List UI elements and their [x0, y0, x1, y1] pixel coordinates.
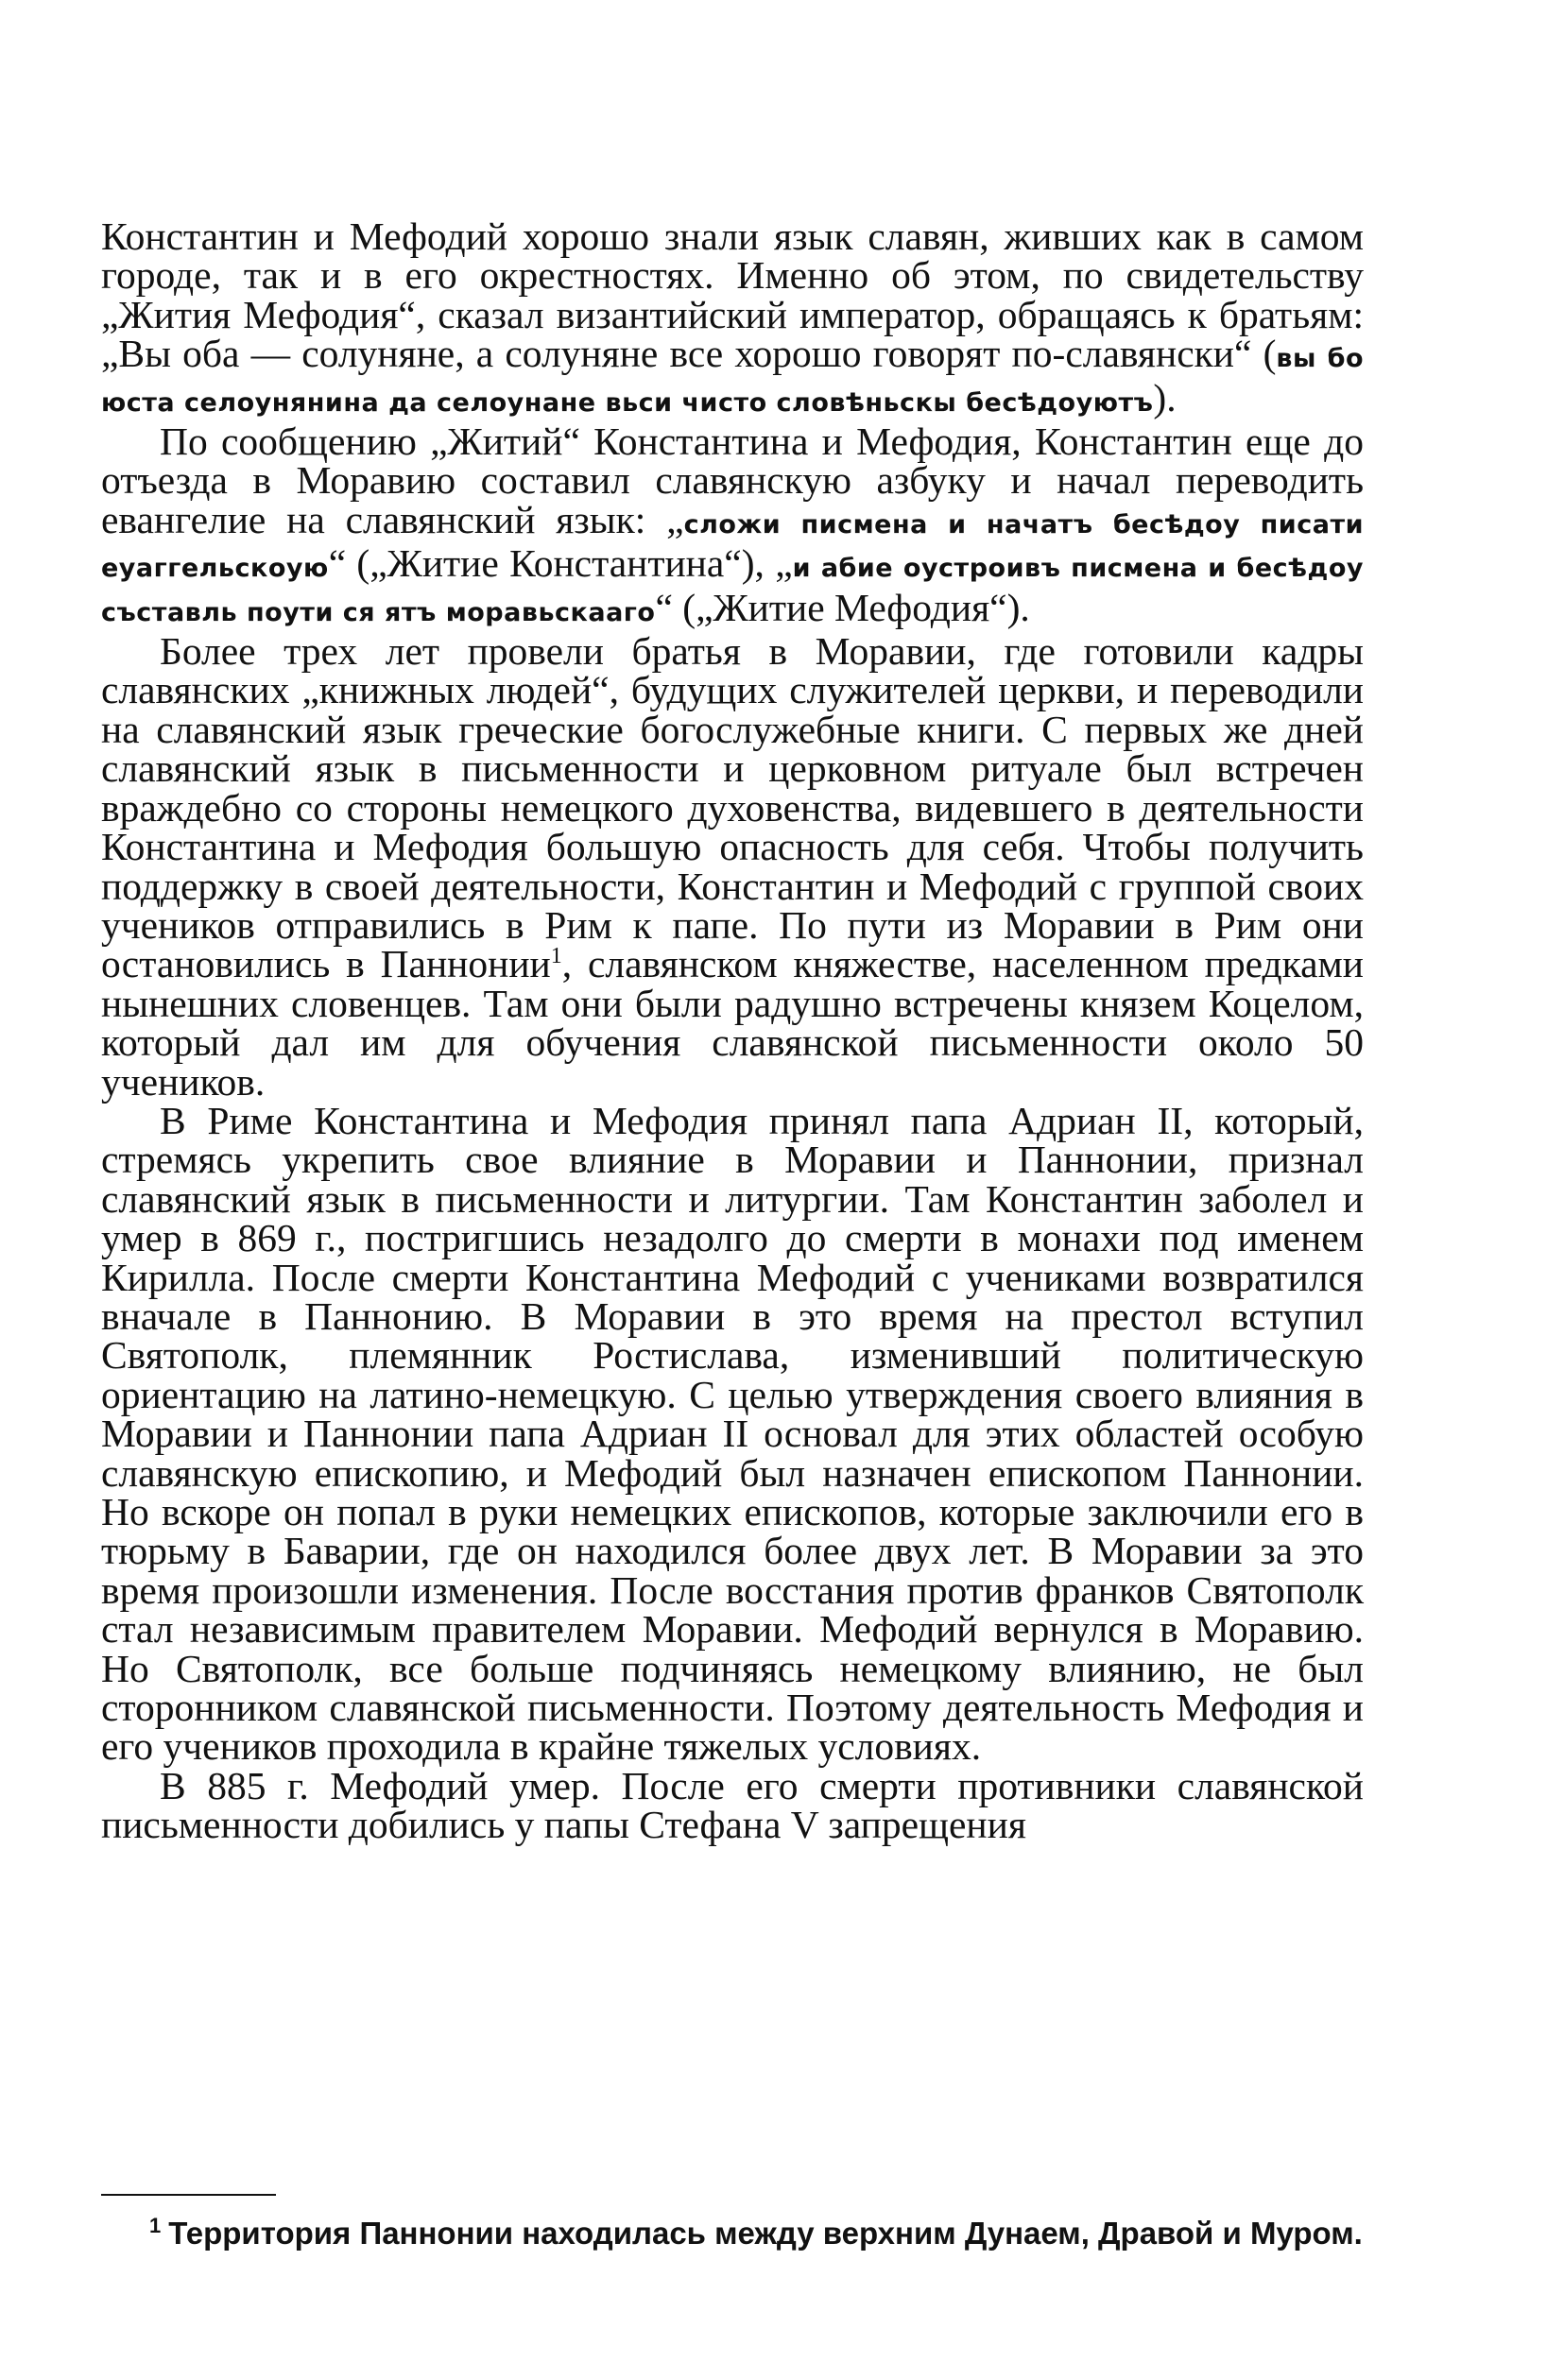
paragraph-2-text-b: “ („Житие Константина“), „	[328, 541, 793, 586]
footnote	[149, 2215, 1368, 2252]
footnote-mark: 1	[149, 2214, 162, 2237]
paragraph-5	[101, 1763, 1364, 1847]
old-church-slavonic-quote-1: вы бо юста селоунянина да селоунане вьси чисто словѣньскы бесѣдоуютъ	[101, 344, 1364, 418]
paragraph-3-text-a: Более трех лет провели братья в Моравии, где готовили кадры славянских „книжных людей“, будущих служителей церкви, и переводили на славянский язык греческие богослужебные книги. С первых же дней славянский язык в письменности и церковном ритуале был встречен враждебно со стороны немецкого духовенства, видевшего в деятельности Константина и Мефодия большую опасность для себя. Чтобы получить поддержку в своей деятельности, Константин и Мефодий с группой своих учеников отправились в Рим к папе. По пути из Моравии в Рим они остановились в Паннонии	[101, 629, 1364, 986]
paragraph-1-text-a: Константин и Мефодий хорошо знали язык славян, живших как в самом городе, так и в его окрестностях. Именно об этом, по свидетельству „Жития Мефодия“, сказал византийский император, обращаясь к братьям: „Вы оба — солуняне, а солуняне все хорошо говорят по-славянски“ (	[101, 214, 1364, 376]
page-body	[101, 214, 1365, 1847]
paragraph-1-text-b: ).	[1153, 375, 1177, 419]
footnote-reference: 1	[550, 944, 562, 969]
paragraph-3-text-b: , славянском княжестве, населенном предками нынешних словенцев. Там они были радушно встречены князем Коцелом, который дал им для обучения славянской письменности около 50 учеников.	[101, 942, 1364, 1104]
paragraph-1	[101, 214, 1364, 422]
footnote-text: Территория Паннонии находилась между верхним Дунаем, Дравой и Муром.	[168, 2216, 1363, 2251]
paragraph-2	[101, 419, 1365, 632]
footnote-divider	[101, 2194, 276, 2196]
paragraph-2-text-a: По сообщению „Житий“ Константина и Мефодия, Константин еще до отъезда в Моравию составил славянскую азбуку и начал переводить евангелие на славянский язык: „	[101, 419, 1364, 541]
paragraph-3	[101, 629, 1364, 1104]
old-church-slavonic-quote-2: сложи писмена и начатъ бесѣдоу писати еуаггельскоую	[101, 509, 1365, 584]
paragraph-4-text: В Риме Константина и Мефодия принял папа Адриан II, который, стремясь укрепить свое влияние в Моравии и Паннонии, признал славянский язык в письменности и литургии. Там Константин заболел и умер в 869 г., постригшись незадолго до смерти в монахи под именем Кирилла. После смерти Константина Мефодий с учениками возвратился вначале в Паннонию. В Моравии в это время на престол вступил Святополк, племянник Ростислава, изменивший политическую ориентацию на латино-немецкую. С целью утверждения своего влияния в Моравии и Паннонии папа Адриан II основал для этих областей особую славянскую епископию, и Мефодий был назначен епископом Паннонии. Но вскоре он попал в руки немецких епископов, которые заключили его в тюрьму в Баварии, где он находился более двух лет. В Моравии за это время произошли изменения. После восстания против франков Святополк стал независимым правителем Моравии. Мефодий вернулся в Моравию. Но Святополк, все больше подчиняясь немецкому влиянию, не был сторонником славянской письменности. Поэтому деятельность Мефодия и его учеников проходила в крайне тяжелых условиях.	[101, 1098, 1364, 1769]
paragraph-2-text-c: “ („Житие Мефодия“).	[655, 585, 1030, 629]
paragraph-5-text: В 885 г. Мефодий умер. После его смерти противники славянской письменности добились у папы Стефана V запрещения	[101, 1763, 1364, 1847]
old-church-slavonic-quote-3: и абие оустроивъ писмена и бесѣдоу съставль поути ся ятъ моравьскааго	[101, 554, 1364, 627]
paragraph-4	[101, 1098, 1364, 1769]
